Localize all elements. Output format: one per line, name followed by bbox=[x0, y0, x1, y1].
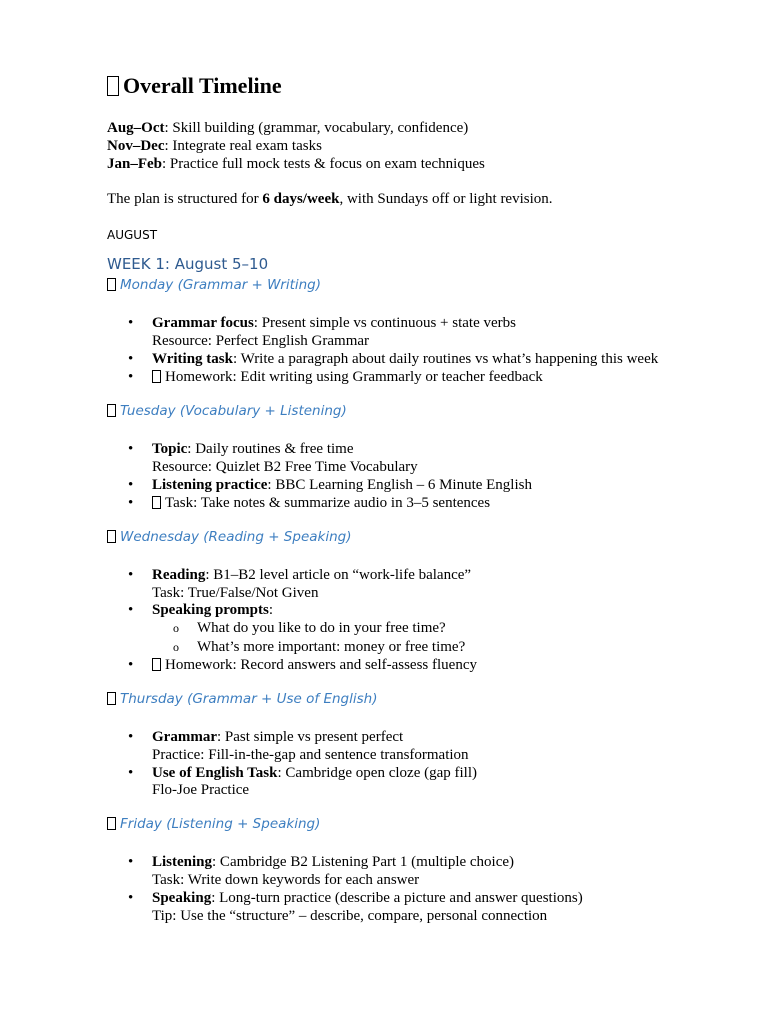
list-item-continuation: Resource: Quizlet B2 Free Time Vocabulary bbox=[152, 459, 418, 475]
week-heading: WEEK 1: August 5–10 bbox=[107, 255, 269, 273]
list-item: • Speaking: Long-turn practice (describe a picture and answer questions) bbox=[128, 890, 583, 906]
day-heading-tuesday: Tuesday (Vocabulary + Listening) bbox=[107, 403, 347, 419]
list-item: • Grammar: Past simple vs present perfect bbox=[128, 729, 404, 745]
timeline-line-3: Jan–Feb: Practice full mock tests & focus on exam techniques bbox=[107, 156, 485, 172]
day-heading-monday: Monday (Grammar + Writing) bbox=[107, 277, 321, 293]
list-item: • Homework: Record answers and self-assess fluency bbox=[128, 657, 477, 673]
placeholder-glyph-icon bbox=[107, 817, 116, 830]
list-item-continuation: Task: Write down keywords for each answer bbox=[152, 872, 420, 888]
placeholder-glyph-icon bbox=[152, 658, 161, 671]
list-item: • Writing task: Write a paragraph about daily routines vs what’s happening this week bbox=[128, 351, 659, 367]
placeholder-glyph-icon bbox=[107, 404, 116, 417]
list-item: • Homework: Edit writing using Grammarly or teacher feedback bbox=[128, 369, 543, 385]
list-item: • Listening practice: BBC Learning English – 6 Minute English bbox=[128, 477, 532, 493]
list-item: • Topic: Daily routines & free time bbox=[128, 441, 354, 457]
list-item: • Reading: B1–B2 level article on “work-life balance” bbox=[128, 567, 472, 583]
page-title: Overall Timeline bbox=[107, 73, 282, 99]
list-item-continuation: Task: True/False/Not Given bbox=[152, 585, 319, 601]
placeholder-glyph-icon bbox=[107, 530, 116, 543]
day-heading-wednesday: Wednesday (Reading + Speaking) bbox=[107, 529, 351, 545]
timeline-line-1: Aug–Oct: Skill building (grammar, vocabulary, confidence) bbox=[107, 120, 469, 136]
list-item: • Grammar focus: Present simple vs continuous + state verbs bbox=[128, 315, 516, 331]
placeholder-glyph-icon bbox=[152, 370, 161, 383]
list-item-continuation: Flo-Joe Practice bbox=[152, 782, 250, 798]
list-item-continuation: Resource: Perfect English Grammar bbox=[152, 333, 370, 349]
list-item: • Task: Take notes & summarize audio in 3–5 sentences bbox=[128, 495, 491, 511]
placeholder-glyph-icon bbox=[107, 76, 119, 96]
day-heading-thursday: Thursday (Grammar + Use of English) bbox=[107, 691, 377, 707]
sub-list-item: o What’s more important: money or free time? bbox=[173, 639, 466, 655]
placeholder-glyph-icon bbox=[107, 692, 116, 705]
list-item: • Listening: Cambridge B2 Listening Part 1 (multiple choice) bbox=[128, 854, 515, 870]
plan-paragraph: The plan is structured for 6 days/week, with Sundays off or light revision. bbox=[107, 191, 553, 207]
list-item: • Speaking prompts: bbox=[128, 602, 274, 618]
list-item: • Use of English Task: Cambridge open cloze (gap fill) bbox=[128, 765, 477, 781]
day-heading-friday: Friday (Listening + Speaking) bbox=[107, 816, 320, 832]
month-heading: AUGUST bbox=[107, 228, 158, 242]
placeholder-glyph-icon bbox=[107, 278, 116, 291]
list-item-continuation: Tip: Use the “structure” – describe, compare, personal connection bbox=[152, 908, 548, 924]
placeholder-glyph-icon bbox=[152, 496, 161, 509]
list-item-continuation: Practice: Fill-in-the-gap and sentence transformation bbox=[152, 747, 469, 763]
timeline-line-2: Nov–Dec: Integrate real exam tasks bbox=[107, 138, 322, 154]
sub-list-item: o What do you like to do in your free time? bbox=[173, 620, 446, 636]
